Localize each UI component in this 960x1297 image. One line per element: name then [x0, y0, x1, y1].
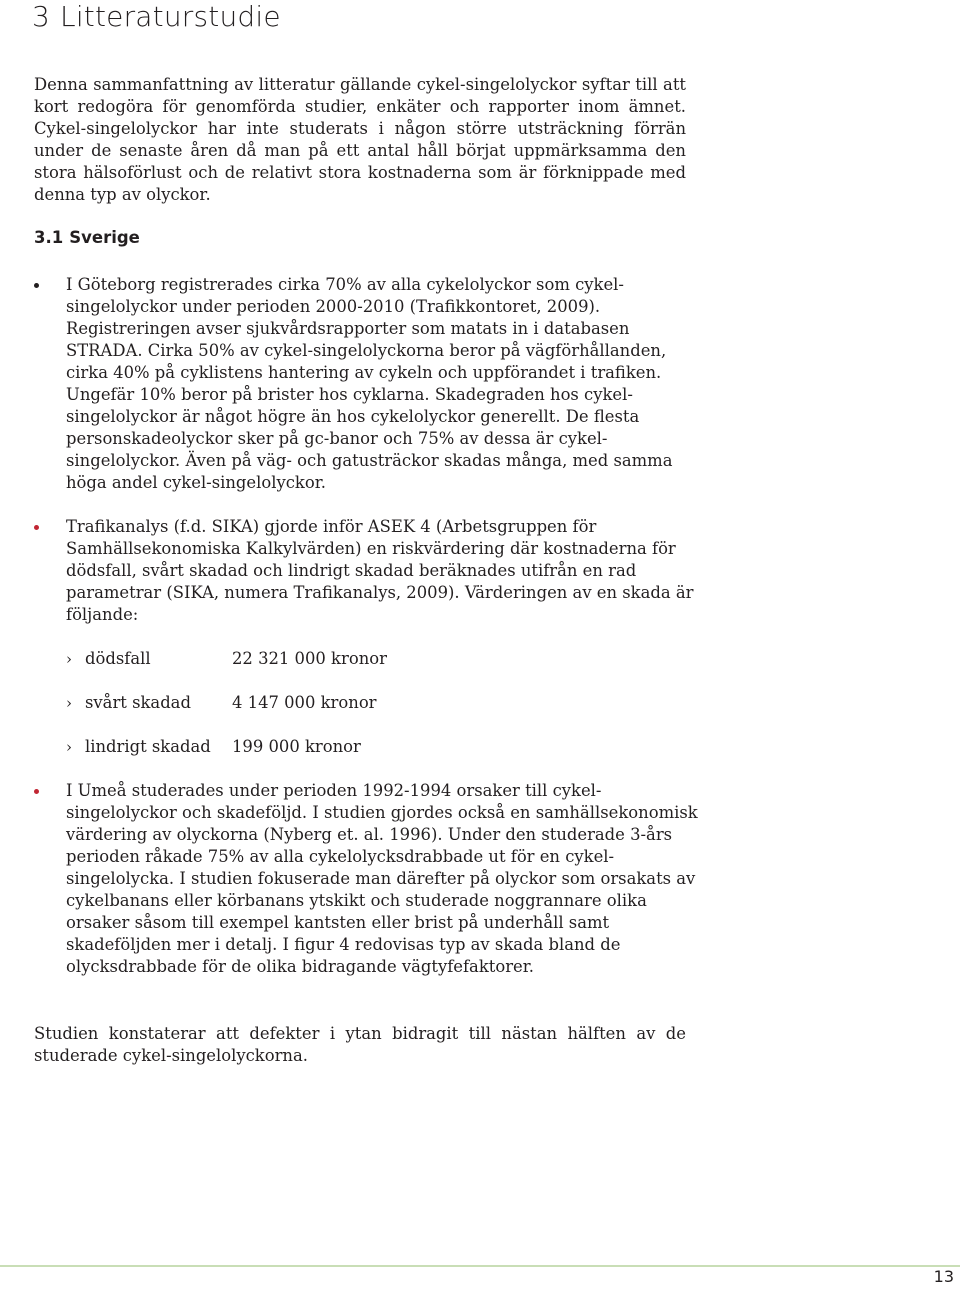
chapter-number: 3: [32, 0, 51, 33]
chevron-right-icon: ›: [66, 738, 72, 756]
conclusion-paragraph: Studien konstaterar att defekter i ytan bidragit till nästan hälften av de studerade cykel-singelolyckorna.: [34, 1024, 686, 1065]
section-number: 3.1: [34, 228, 64, 247]
valuation-label: dödsfall: [85, 649, 151, 668]
footer-rule: [0, 1265, 960, 1267]
bullet-trafikanalys: Trafikanalys (f.d. SIKA) gjorde inför ASEK 4 (Arbetsgruppen för Samhällsekonomiska Kalkylvärden) en riskvärdering där kostnaderna för dödsfall, svårt skadad och lindrigt skadad beräknades utifrån en rad parametrar (SIKA, numera Trafikanalys, 2009). Värderingen av en skada är följande:: [66, 517, 694, 624]
bullet-dot-icon: [34, 525, 39, 530]
bullet-dot-icon: [34, 789, 39, 794]
valuation-label: svårt skadad: [85, 693, 191, 712]
valuation-amount: 4 147 000 kronor: [232, 693, 377, 712]
chevron-right-icon: ›: [66, 650, 72, 668]
chapter-title: [32, 0, 281, 33]
valuation-label: lindrigt skadad: [85, 737, 211, 756]
page-number: 13: [933, 1267, 954, 1286]
section-title: Sverige: [69, 228, 140, 247]
chevron-right-icon: ›: [66, 694, 72, 712]
section-heading: [34, 228, 140, 247]
intro-paragraph: Denna sammanfattning av litteratur gällande cykel-singelolyckor syftar till att kort redogöra för genomförda studier, enkäter och rapporter inom ämnet. Cykel-singelolyckor har inte studerats i någon större utsträckning förrän under de senaste åren då man på ett antal håll börjat uppmärksamma den stora hälsoförlust och de relativt stora kostnaderna som är förknippade med denna typ av olyckor.: [34, 75, 686, 204]
bullet-umea: I Umeå studerades under perioden 1992-1994 orsaker till cykel-singelolyckor och skadeföljd. I studien gjordes också en samhällsekonomisk värdering av olyckorna (Nyberg et. al. 1996). Under den studerade 3-års perioden råkade 75% av alla cykelolycksdrabbade ut för en cykel-singelolycka. I studien fokuserade man därefter på olyckor som orsakats av cykelbanans eller körbanans ytskikt och studerade noggrannare olika orsaker såsom till exempel kantsten eller brist på underhåll samt skadeföljden mer i detalj. I figur 4 redovisas typ av skada bland de olycksdrabbade för de olika bidragande vägtyfefaktorer.: [66, 781, 698, 976]
valuation-amount: 22 321 000 kronor: [232, 649, 387, 668]
bullet-goteborg: I Göteborg registrerades cirka 70% av alla cykelolyckor som cykel-singelolyckor under perioden 2000-2010 (Trafikkontoret, 2009). Registreringen avser sjukvårdsrapporter som matats in i databasen STRADA. Cirka 50% av cykel-singelolyckorna beror på vägförhållanden, cirka 40% på cyklistens hantering av cykeln och uppförandet i trafiken. Ungefär 10% beror på brister hos cyklarna. Skadegraden hos cykel-singelolyckor är något högre än hos cykelolyckor generellt. De flesta personskadeolyckor sker på gc-banor och 75% av dessa är cykel-singelolyckor. Även på väg- och gatusträckor skadas många, med samma höga andel cykel-singelolyckor.: [66, 275, 673, 492]
bullet-dot-icon: [34, 283, 39, 288]
chapter-title-text: Litteraturstudie: [60, 0, 281, 33]
valuation-amount: 199 000 kronor: [232, 737, 361, 756]
